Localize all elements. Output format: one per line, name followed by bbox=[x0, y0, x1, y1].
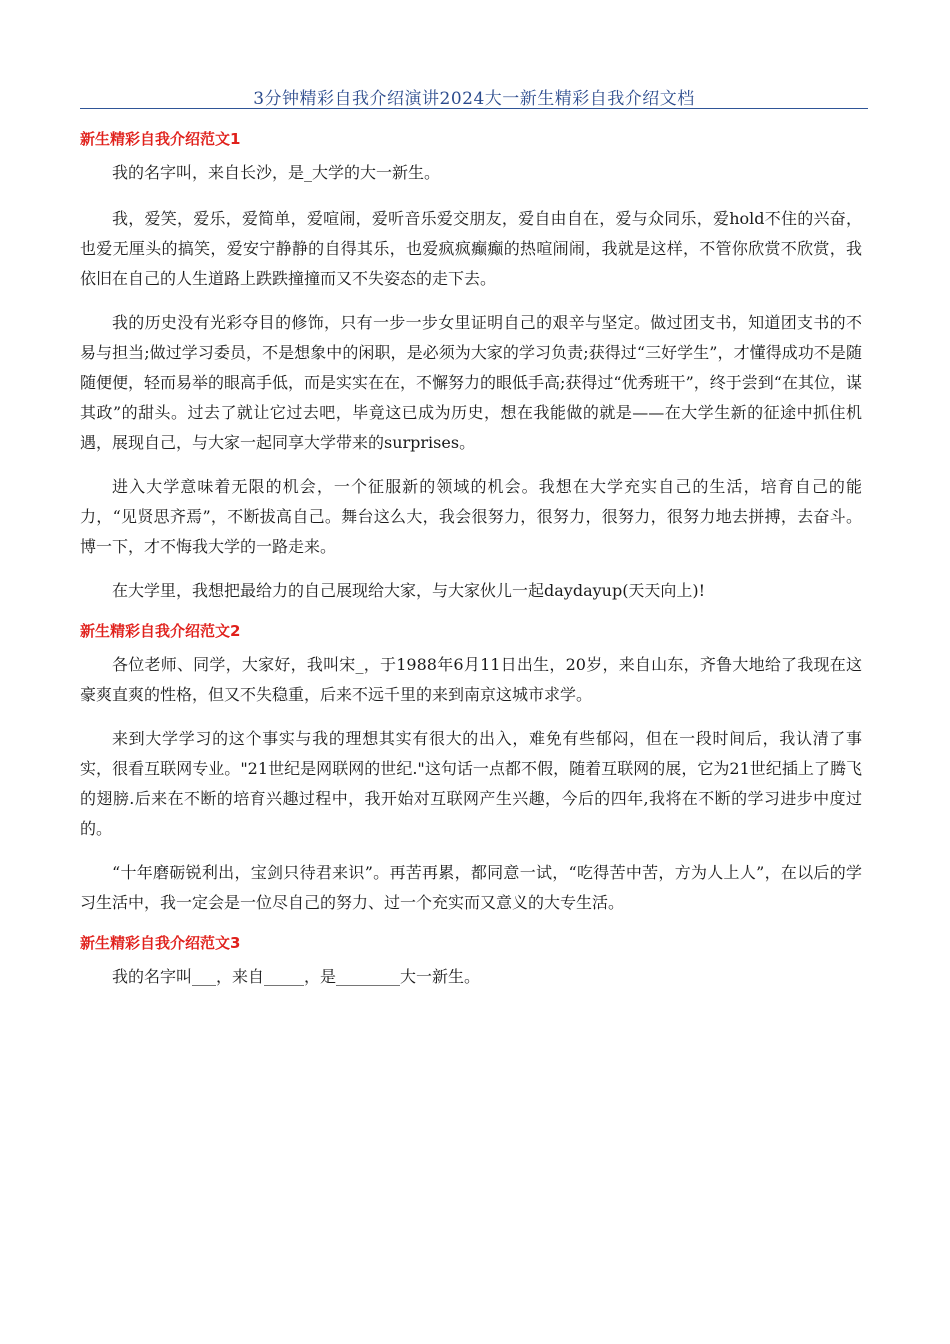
document-header: 3分钟精彩自我介绍演讲2024大一新生精彩自我介绍文档 bbox=[253, 89, 695, 109]
paragraph: 各位老师、同学，大家好，我叫宋_，于1988年6月11日出生，20岁，来自山东，齐鲁大地给了我现在这豪爽直爽的性格，但又不失稳重，后来不远千里的来到南京这城市求学。 bbox=[80, 655, 862, 704]
section-heading: 新生精彩自我介绍范文2 bbox=[80, 622, 241, 640]
paragraph: 来到大学学习的这个事实与我的理想其实有很大的出入，难免有些郁闷，但在一段时间后，我认清了事实，很看互联网专业。"21世纪是网联网的世纪."这句话一点都不假，随着互联网的展，它为21世纪插上了腾飞的翅膀.后来在不断的培育兴趣过程中，我开始对互联网产生兴趣，今后的四年,我将在不断的学习进步中度过的。 bbox=[80, 729, 862, 838]
paragraph: 我的名字叫，来自长沙，是_大学的大一新生。 bbox=[112, 163, 441, 182]
section-sample-2 bbox=[80, 620, 862, 918]
document-body bbox=[80, 128, 862, 1006]
paragraph: 我，爱笑，爱乐，爱简单，爱喧闹，爱听音乐爱交朋友，爱自由自在，爱与众同乐，爱hold不住的兴奋，也爱无厘头的搞笑，爱安宁静静的自得其乐，也爱疯疯癫癫的热喧闹闹，我就是这样，不管你欣赏不欣赏，我依旧在自己的人生道路上跌跌撞撞而又不失姿态的走下去。 bbox=[80, 209, 862, 288]
section-sample-1 bbox=[80, 128, 862, 606]
section-heading: 新生精彩自我介绍范文3 bbox=[80, 934, 241, 952]
paragraph: 进入大学意味着无限的机会，一个征服新的领域的机会。我想在大学充实自己的生活，培育自己的能力，“见贤思齐焉”，不断拔高自己。舞台这么大，我会很努力，很努力，很努力，很努力地去拼搏，去奋斗。博一下，才不悔我大学的一路走来。 bbox=[80, 477, 862, 556]
paragraph: “十年磨砺锐利出，宝剑只待君来识”。再苦再累，都同意一试，“吃得苦中苦，方为人上人”，在以后的学习生活中，我一定会是一位尽自己的努力、过一个充实而又意义的大专生活。 bbox=[80, 863, 862, 912]
paragraph: 我的名字叫___，来自_____，是________大一新生。 bbox=[112, 967, 481, 986]
header-divider bbox=[80, 108, 868, 109]
paragraph: 我的历史没有光彩夺目的修饰，只有一步一步女里证明自己的艰辛与坚定。做过团支书，知道团支书的不易与担当;做过学习委员，不是想象中的闲职，是必须为大家的学习负责;获得过“三好学生”，才懂得成功不是随随便便，轻而易举的眼高手低，而是实实在在，不懈努力的眼低手高;获得过“优秀班干”，终于尝到“在其位，谋其政”的甜头。过去了就让它过去吧，毕竟这已成为历史，想在我能做的就是——在大学生新的征途中抓住机遇，展现自己，与大家一起同享大学带来的surprises。 bbox=[80, 313, 862, 452]
section-sample-3 bbox=[80, 932, 862, 992]
paragraph: 在大学里，我想把最给力的自己展现给大家，与大家伙儿一起daydayup(天天向上)! bbox=[112, 581, 706, 600]
section-heading: 新生精彩自我介绍范文1 bbox=[80, 130, 241, 148]
